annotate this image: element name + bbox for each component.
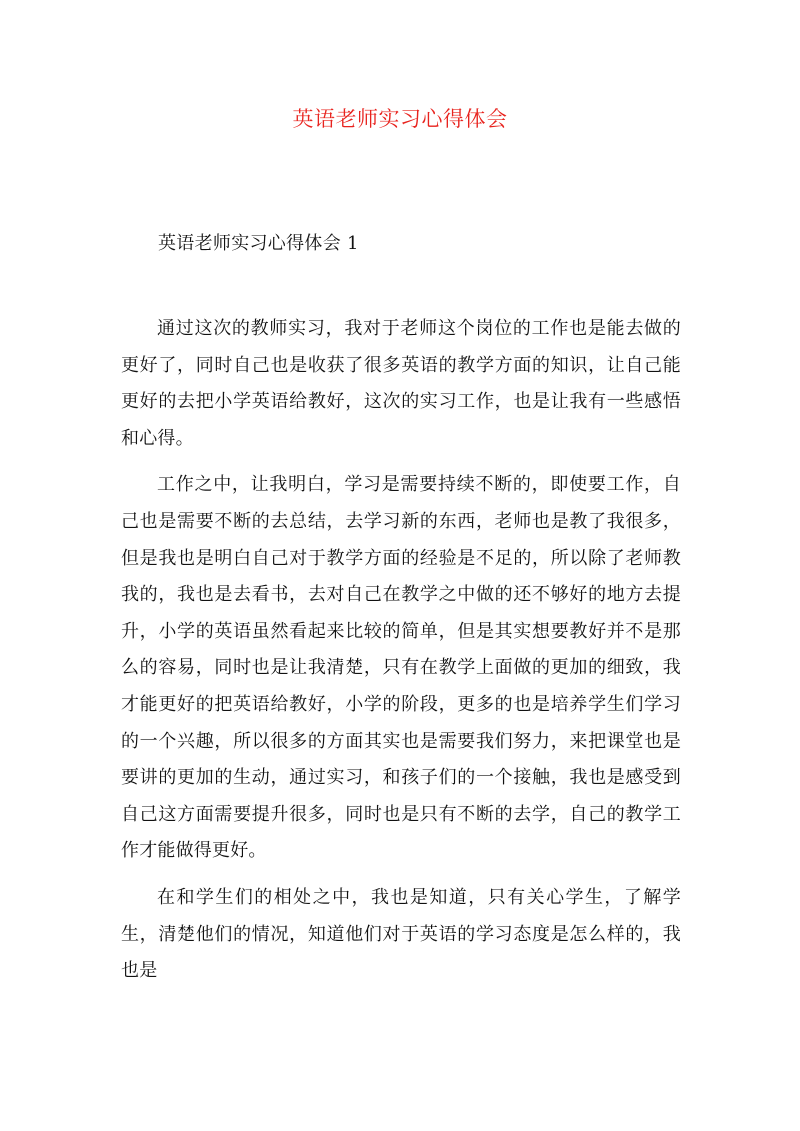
paragraph-2: 工作之中，让我明白，学习是需要持续不断的，即使要工作，自己也是需要不断的去总结，去学习新的东西，老师也是教了我很多，但是我也是明白自己对于教学方面的经验是不足的，所以除了老师教我的，我也是去看书，去对自己在教学之中做的还不够好的地方去提升，小学的英语虽然看起来比较的简单，但是其实想要教好并不是那么的容易，同时也是让我清楚，只有在教学上面做的更加的细致，我才能更好的把英语给教好，小学的阶段，更多的也是培养学生们学习的一个兴趣，所以很多的方面其实也是需要我们努力，来把课堂也是要讲的更加的生动，通过实习，和孩子们的一个接触，我也是感受到自己这方面需要提升很多，同时也是只有不断的去学，自己的教学工作才能做得更好。 xyxy=(121,474,681,862)
document-body xyxy=(121,311,681,1000)
section-heading: 英语老师实习心得体会 1 xyxy=(158,233,359,254)
paragraph-3: 在和学生们的相处之中，我也是知道，只有关心学生，了解学生，清楚他们的情况，知道他们对于英语的学习态度是怎么样的，我也是 xyxy=(121,886,681,982)
paragraph-1: 通过这次的教师实习，我对于老师这个岗位的工作也是能去做的更好了，同时自己也是收获了很多英语的教学方面的知识，让自己能更好的去把小学英语给教好，这次的实习工作，也是让我有一些感悟和心得。 xyxy=(121,318,681,449)
document-title: 英语老师实习心得体会 xyxy=(292,107,508,131)
